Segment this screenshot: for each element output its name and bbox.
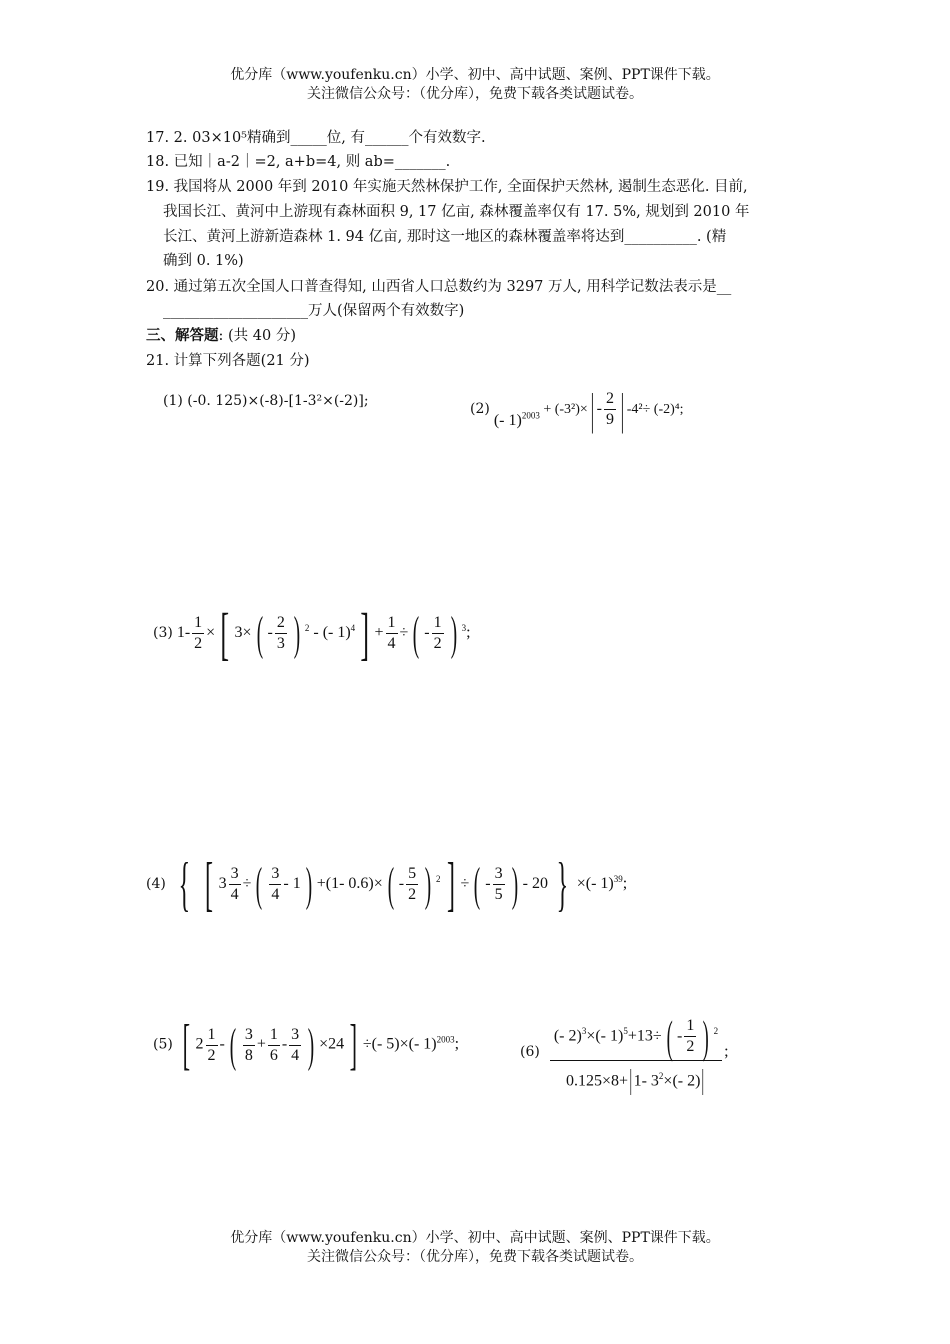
problem-1: (1) (-0. 125)×(-8)-[1-3²×(-2)]; bbox=[163, 393, 369, 409]
header-line-2: 关注微信公众号：（优分库），免费下载各类试题试卷。 bbox=[307, 86, 643, 102]
problem-4-label: (4) bbox=[146, 876, 166, 893]
question-19-line-4: 确到 0. 1%) bbox=[163, 253, 244, 269]
question-19-line-2: 我国长江、黄河中上游现有森林面积 9, 17 亿亩, 森林覆盖率仅有 17. 5%, 规划到 2010 年 bbox=[163, 204, 750, 220]
question-17: 17. 2. 03×10⁵精确到_____位, 有______个有效数字. bbox=[146, 130, 486, 146]
problem-6-label: (6) bbox=[520, 1043, 540, 1060]
problem-6: (6) (- 2)$^3$×(- 1)$^5$+13÷( - $\frac{1}{2}$ ) $^2$ 0.125×8+|1- $3^2\times(-$ 2)| ; bbox=[520, 1008, 729, 1096]
question-20-line-1: 20. 通过第五次全国人口普查得知, 山西省人口总数约为 3297 万人, 用科学记数法表示是__ bbox=[146, 279, 732, 295]
question-19-line-1: 19. 我国将从 2000 年到 2010 年实施天然林保护工作, 全面保护天然林, 遏制生态恶化. 目前, bbox=[146, 179, 748, 195]
question-19-line-3: 长江、黄河上游新造森林 1. 94 亿亩, 那时这一地区的森林覆盖率将达到__________. (精 bbox=[163, 229, 727, 245]
header-line-1: 优分库（www.youfenku.cn）小学、初中、高中试题、案例、PPT课件下载。 bbox=[230, 67, 720, 83]
footer-line-1: 优分库（www.youfenku.cn）小学、初中、高中试题、案例、PPT课件下载。 bbox=[230, 1230, 720, 1246]
problem-4: (4) { [ 3 $\frac{3}{4}$ ÷( $\frac{3}{4}$ - 1) +(1- 0.6)×( - $\frac{5}{2}$ ) $^2$] ÷( - $\frac{3}{5}$ ) - 20 } ×(- 1)$^{39}$; bbox=[146, 851, 628, 917]
problem-5-label: (5) bbox=[153, 1036, 173, 1053]
question-20-line-2: ____________________万人(保留两个有效数字) bbox=[163, 303, 465, 319]
section-3-score: : (共 40 分) bbox=[218, 328, 296, 344]
section-3-title: 三、解答题 bbox=[146, 327, 219, 344]
question-21-title: 21. 计算下列各题(21 分) bbox=[146, 353, 310, 369]
section-3-heading bbox=[146, 325, 296, 347]
problem-3: (3) 1- $\frac{1}{2}$ ×[ 3×( - $\frac{2}{3}$ ) $^2$ - (- 1)$^4$] + $\frac{1}{4}$ ÷( - $\frac{1}{2}$ ) $^3$; bbox=[153, 601, 471, 666]
question-18: 18. 已知｜a-2｜=2, a+b=4, 则 ab=_______. bbox=[146, 154, 451, 170]
problem-2-label: (2) bbox=[470, 401, 490, 418]
problem-3-label: (3) bbox=[153, 625, 173, 642]
problem-2: (2) (- 1)$^{2003}$ + (-3²)×| - $\frac{2}{9}$ | -4²÷ (-2)⁴; bbox=[470, 385, 684, 434]
footer-line-2: 关注微信公众号：（优分库），免费下载各类试题试卷。 bbox=[307, 1249, 643, 1265]
problem-5: (5) [ 2 $\frac{1}{2}$ -( $\frac{3}{8}$ + $\frac{1}{6}$ - $\frac{3}{4}$ ) ×24] ÷(- 5)×(- 1)$^{2003}$; bbox=[153, 1014, 460, 1076]
